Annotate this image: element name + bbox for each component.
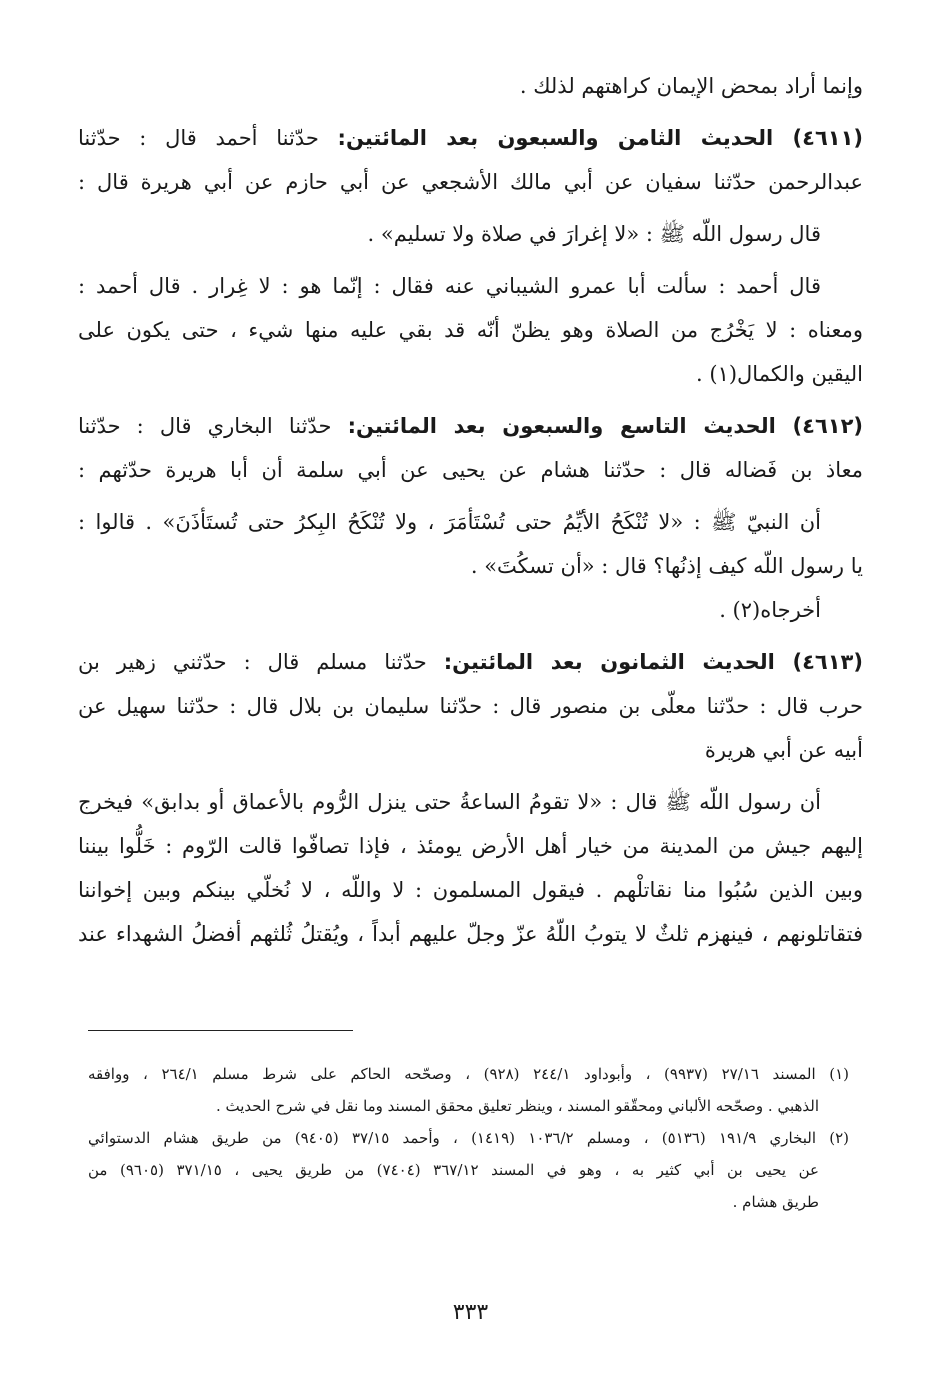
text-line: قال رسول اللّه ﷺ : «لا إغرارَ في صلاة ولا تسليم» . bbox=[367, 222, 821, 246]
text-line: فتقاتلونهم ، فينهزم ثلثٌ لا يتوبُ اللّهُ عزّ وجلّ عليهم أبداً ، ويُقتلُ ثُلثهم أفضلُ الشهداء عند bbox=[78, 922, 863, 946]
main-text bbox=[78, 64, 863, 956]
hadith-heading: (٤٦١٣) الحديث الثمانون بعد المائتين: bbox=[443, 650, 863, 674]
hadith-heading-line bbox=[78, 404, 863, 448]
footnote-line: (٢) البخاري ١٩١/٩ (٥١٣٦) ، ومسلم ١٠٣٦/٢ (١٤١٩) ، وأحمد ٣٧/١٥ (٩٤٠٥) من طريق هشام الدستوائي bbox=[88, 1129, 849, 1147]
text-line: إليهم جيش من المدينة من خيار أهل الأرض يومئذ ، فإذا تصافّوا قالت الرّوم : خَلُّوا بيننا bbox=[78, 834, 863, 858]
text-line: أن رسول اللّه ﷺ قال : «لا تقومُ الساعةُ حتى ينزل الرُّوم بالأعماق أو بدابق» فيخرج bbox=[78, 790, 821, 814]
footnote-line: الذهبي . وصحّحه الألباني ومحقّقو المسند ، وينظر تعليق محقق المسند وما نقل في شرح الحديث . bbox=[215, 1097, 819, 1115]
text-line: حرب قال : حدّثنا معلّى بن منصور قال : حدّثنا سليمان بن بلال قال : حدّثنا سهيل عن bbox=[78, 694, 863, 718]
hadith-heading-line bbox=[78, 640, 863, 684]
text-line: ومعناه : لا يَخْرُج من الصلاة وهو يظنّ أنّه قد بقي عليه منها شيء ، حتى يكون على bbox=[78, 318, 863, 342]
text-line: عبدالرحمن حدّثنا سفيان عن أبي مالك الأشجعي عن أبي حازم عن أبي هريرة قال : bbox=[78, 170, 863, 194]
text-line: وبين الذين سُبُوا منا نقاتلْهم . فيقول المسلمون : لا واللّه ، لا نُخلّي بينكم وبين إخواننا bbox=[78, 878, 863, 902]
hadith-heading-line bbox=[78, 116, 863, 160]
text-line: وإنما أراد بمحض الإيمان كراهتهم لذلك . bbox=[519, 74, 863, 98]
text-line: أبيه عن أبي هريرة bbox=[704, 738, 863, 762]
footnote-line: طريق هشام . bbox=[732, 1193, 819, 1211]
text-line: أخرجاه(٢) . bbox=[719, 598, 821, 622]
footnote-divider bbox=[88, 1030, 353, 1031]
hadith-heading: (٤٦١٢) الحديث التاسع والسبعون بعد المائتين: bbox=[347, 414, 863, 438]
text-line: قال أحمد : سألت أبا عمرو الشيباني عنه فقال : إنّما هو : لا غِرار . قال أحمد : bbox=[78, 274, 821, 298]
footnote-line: عن يحيى بن أبي كثير به ، وهو في المسند ٣٦٧/١٢ (٧٤٠٤) من طريق يحيى ، ٣٧١/١٥ (٩٦٠٥) من bbox=[88, 1161, 819, 1179]
heading-continuation: حدّثنا مسلم قال : حدّثني زهير بن bbox=[78, 650, 444, 674]
hadith-heading: (٤٦١١) الحديث الثامن والسبعون بعد المائتين: bbox=[337, 126, 863, 150]
footnotes bbox=[88, 1058, 849, 1218]
heading-continuation: حدّثنا أحمد قال : حدّثنا bbox=[78, 126, 338, 150]
page-number: ٣٣٣ bbox=[452, 1300, 489, 1325]
text-line: معاذ بن فَضاله قال : حدّثنا هشام عن يحيى عن أبي سلمة أن أبا هريرة حدّثهم : bbox=[78, 458, 863, 482]
text-line: أن النبيّ ﷺ : «لا تُنْكَحُ الأيِّمُ حتى تُسْتَأمَرَ ، ولا تُنْكَحُ البِكرُ حتى تُستَأذَنَ» . قالوا : bbox=[78, 510, 821, 534]
text-line: يا رسول اللّه كيف إذنُها؟ قال : «أن تسكُتَ» . bbox=[470, 554, 863, 578]
text-line: اليقين والكمال(١) . bbox=[696, 362, 863, 386]
footnote-line: (١) المسند ٢٧/١٦ (٩٩٣٧) ، وأبوداود ٢٤٤/١ (٩٢٨) ، وصحّحه الحاكم على شرط مسلم ٢٦٤/١ ، ووافقه bbox=[88, 1065, 849, 1083]
heading-continuation: حدّثنا البخاري قال : حدّثنا bbox=[78, 414, 348, 438]
